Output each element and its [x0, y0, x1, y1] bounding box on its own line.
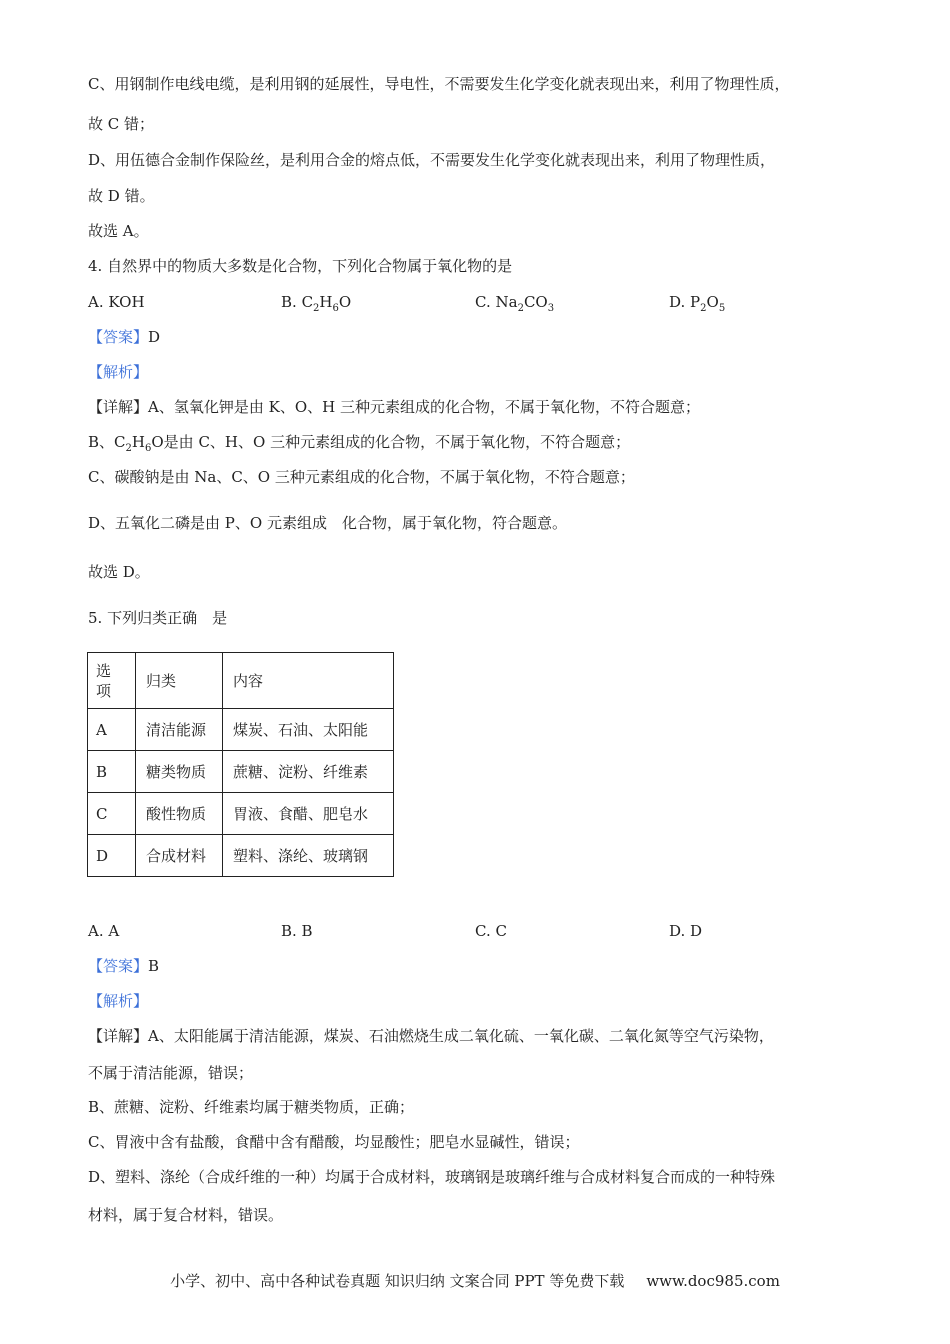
q5-detail-3: C、胃液中含有盐酸，食醋中含有醋酸，均显酸性；肥皂水显碱性，错误；: [88, 1133, 580, 1151]
header-category: 归类: [136, 653, 223, 709]
page-footer: [0, 1270, 950, 1291]
answer-tag: 【答案】: [88, 328, 149, 346]
q4-option-c: [475, 292, 554, 319]
q5-detail-1: 【详解】A、太阳能属于清洁能源，煤炭、石油燃烧生成二氧化硫、一氧化碳、二氧化氮等空气污染物，: [88, 1027, 774, 1045]
q5-answer: [88, 956, 159, 976]
table-header-row: [88, 653, 394, 709]
detail-tag: 【详解】: [88, 398, 149, 416]
table-row: C 酸性物质 胃液、食醋、肥皂水: [88, 793, 394, 835]
footer-site-link[interactable]: www.doc985.com: [646, 1272, 780, 1290]
q5-option-b: B. B: [281, 922, 313, 940]
text-line: D、用伍德合金制作保险丝，是利用合金的熔点低，不需要发生化学变化就表现出来，利用了物理性质，: [88, 151, 776, 169]
q4-answer: [88, 327, 160, 347]
q4-option-d: [669, 292, 725, 319]
header-option: 选 项: [88, 653, 136, 709]
answer-value: D: [148, 328, 161, 346]
detail-tag: 【详解】: [88, 1027, 149, 1045]
question-4: 4. 自然界中的物质大多数是化合物，下列化合物属于氧化物的是: [88, 257, 513, 275]
text-line: 故 D 错。: [88, 187, 155, 205]
formula-p2o5: $P_2O_5$: [690, 293, 726, 314]
q4-analysis-tag: 【解析】: [88, 363, 149, 381]
table-row: D 合成材料 塑料、涤纶、玻璃钢: [88, 835, 394, 877]
q5-analysis-tag: 【解析】: [88, 992, 149, 1010]
table-row: B 糖类物质 蔗糖、淀粉、纤维素: [88, 751, 394, 793]
q4-detail-4: D、五氧化二磷是由 P、O 元素组成 化合物，属于氧化物，符合题意。: [88, 514, 567, 532]
footer-text: 小学、初中、高中各种试卷真题 知识归纳 文案合同 PPT 等免费下载: [170, 1272, 625, 1290]
option-prefix: C.: [475, 293, 496, 311]
q5-option-a: A. A: [88, 922, 120, 940]
formula-c2h6o: $C_2H_6O$: [301, 293, 352, 314]
q5-detail-1b: 不属于清洁能源，错误；: [88, 1064, 254, 1082]
answer-tag: 【答案】: [88, 957, 149, 975]
q5-option-d: D. D: [669, 922, 703, 940]
q5-option-c: C. C: [475, 922, 507, 940]
q5-detail-2: B、蔗糖、淀粉、纤维素均属于糖类物质，正确；: [88, 1098, 415, 1116]
q4-detail-3: C、碳酸钠是由 Na、C、O 三种元素组成的化合物，不属于氧化物，不符合题意；: [88, 468, 635, 486]
q4-detail-1: 【详解】A、氢氧化钾是由 K、O、H 三种元素组成的化合物，不属于氧化物，不符合题意；: [88, 398, 700, 416]
q4-detail-2: B、$C_2H_6O$是由 C、H、O 三种元素组成的化合物，不属于氧化物，不符合题意；: [88, 433, 631, 454]
formula-na2co3: $Na_2CO_3$: [495, 293, 555, 314]
text-line: 故 C 错；: [88, 115, 155, 133]
header-content: 内容: [223, 653, 394, 709]
q4-option-b: [281, 292, 351, 319]
formula-c2h6o: $C_2H_6O$: [114, 433, 164, 454]
option-prefix: B.: [281, 293, 302, 311]
answer-value: B: [148, 957, 160, 975]
question-5: 5. 下列归类正确 是: [88, 609, 228, 627]
text-line: C、用钢制作电线电缆，是利用钢的延展性，导电性，不需要发生化学变化就表现出来，利用了物理性质，: [88, 75, 790, 93]
q4-detail-5: 故选 D。: [88, 563, 150, 581]
classification-table: [87, 652, 394, 877]
q5-detail-4b: 材料，属于复合材料，错误。: [88, 1206, 284, 1224]
text-line: 故选 A。: [88, 222, 149, 240]
option-prefix: D.: [669, 293, 691, 311]
q4-option-a: A. KOH: [88, 293, 145, 311]
table-row: A 清洁能源 煤炭、石油、太阳能: [88, 709, 394, 751]
q5-detail-4: D、塑料、涤纶（合成纤维的一种）均属于合成材料，玻璃钢是玻璃纤维与合成材料复合而成的一种特殊: [88, 1168, 776, 1186]
